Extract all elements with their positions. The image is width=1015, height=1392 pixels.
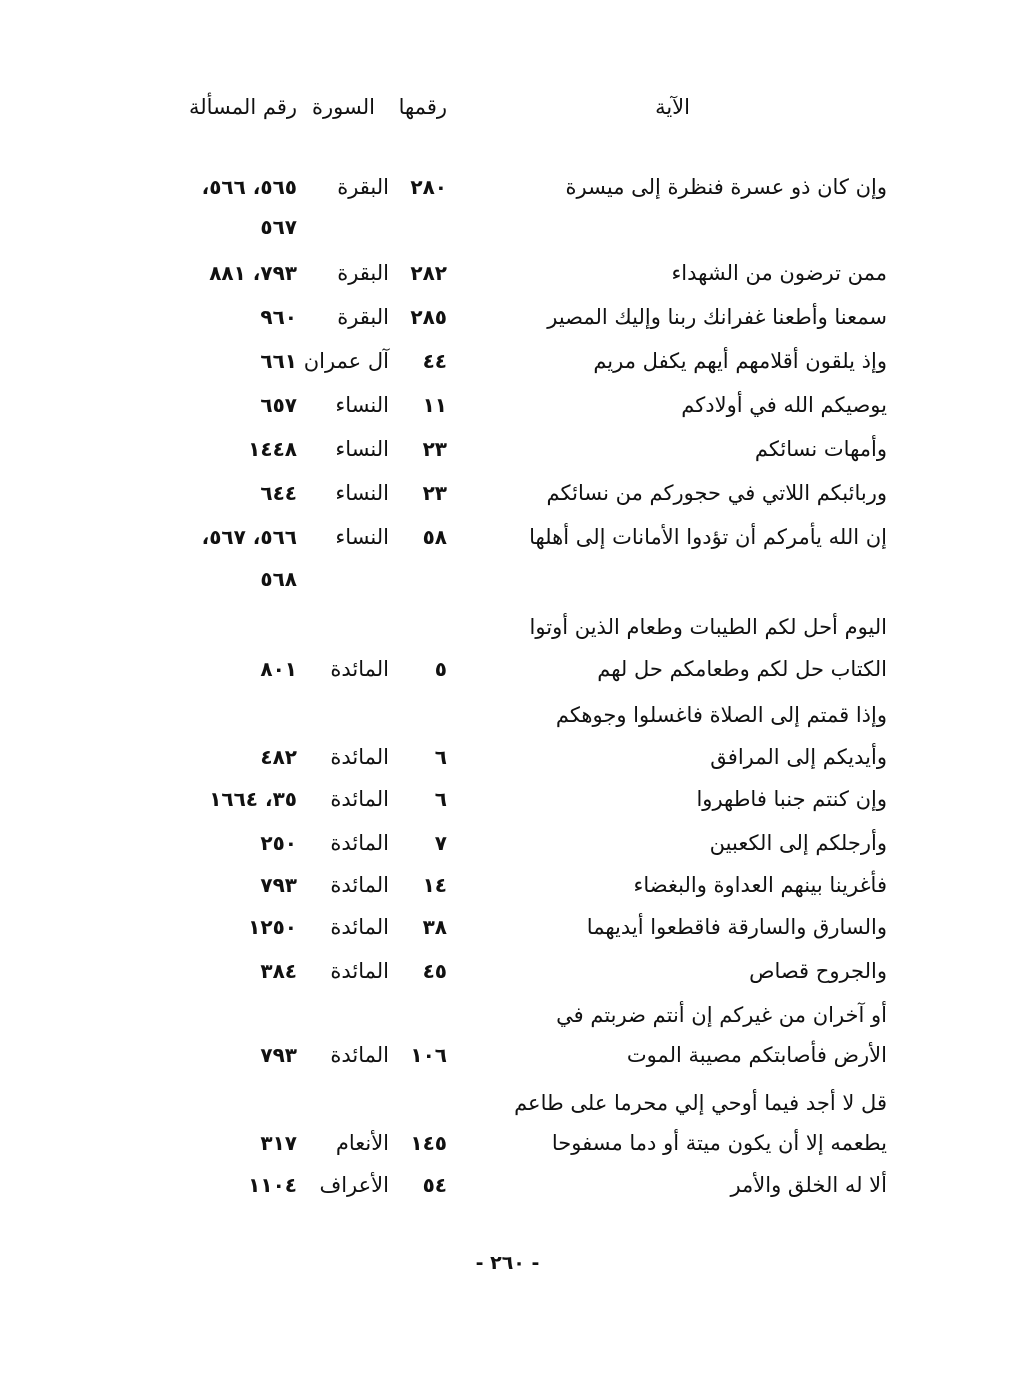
verse-text: يوصيكم الله في أولادكم <box>681 393 887 417</box>
masala-numbers: ١١٠٤ <box>248 1173 297 1197</box>
verse-text: ألا له الخلق والأمر <box>730 1173 887 1197</box>
surah-name: المائدة <box>330 745 389 769</box>
masala-numbers: ٤٨٢ <box>260 745 297 769</box>
surah-name: المائدة <box>330 831 389 855</box>
ayah-number: ٣٨ <box>422 915 447 939</box>
masala-numbers: ٥٦٦، ٥٦٧، <box>201 525 297 549</box>
masala-numbers: ٦٤٤ <box>260 481 297 505</box>
ayah-number: ٤٥ <box>422 959 447 983</box>
header-masala-number: رقم المسألة <box>189 95 297 119</box>
surah-name: المائدة <box>330 873 389 897</box>
surah-name: البقرة <box>337 175 389 199</box>
surah-name: الأعراف <box>319 1173 389 1197</box>
page-number: - ٢٦٠ - <box>475 1252 540 1274</box>
verse-text: أو آخران من غيركم إن أنتم ضربتم في <box>556 1003 887 1027</box>
ayah-number: ٢٨٠ <box>410 175 447 199</box>
verse-text: وأمهات نسائكم <box>754 437 887 461</box>
surah-name: النساء <box>335 393 389 417</box>
surah-name: النساء <box>335 481 389 505</box>
ayah-number: ٤٤ <box>422 349 447 373</box>
masala-numbers: ٣٨٤ <box>260 959 297 983</box>
masala-numbers: ٧٩٣ <box>260 1043 297 1067</box>
masala-numbers: ١٢٥٠ <box>248 915 297 939</box>
verse-text: يطعمه إلا أن يكون ميتة أو دما مسفوحا <box>551 1131 887 1155</box>
surah-name: المائدة <box>330 1043 389 1067</box>
surah-name: النساء <box>335 525 389 549</box>
ayah-number: ١١ <box>422 393 447 417</box>
masala-numbers: ٥٦٨ <box>260 567 297 591</box>
masala-numbers: ٣١٧ <box>260 1131 297 1155</box>
verse-text: الأرض فأصابتكم مصيبة الموت <box>626 1043 887 1067</box>
ayah-number: ٦ <box>434 745 447 769</box>
masala-numbers: ٦٥٧ <box>260 393 297 417</box>
ayah-number: ١٠٦ <box>410 1043 447 1067</box>
surah-name: آل عمران <box>303 349 389 373</box>
masala-numbers: ٢٥٠ <box>260 831 297 855</box>
header-surah: السورة <box>312 95 375 119</box>
verse-text: وإذ يلقون أقلامهم أيهم يكفل مريم <box>593 349 887 373</box>
verse-text: والجروح قصاص <box>749 959 887 983</box>
ayah-number: ٥٤ <box>422 1173 447 1197</box>
ayah-number: ٧ <box>434 831 447 855</box>
masala-numbers: ٨٠١ <box>260 657 297 681</box>
surah-name: المائدة <box>330 915 389 939</box>
verse-text: وإذا قمتم إلى الصلاة فاغسلوا وجوهكم <box>555 703 887 727</box>
surah-name: المائدة <box>330 959 389 983</box>
verse-text: والسارق والسارقة فاقطعوا أيديهما <box>586 915 887 939</box>
ayah-number: ١٤ <box>422 873 447 897</box>
surah-name: البقرة <box>337 261 389 285</box>
header-verse: الآية <box>655 95 690 119</box>
ayah-number: ٢٨٥ <box>410 305 447 329</box>
masala-numbers: ٥٦٧ <box>260 215 297 239</box>
ayah-number: ٢٨٢ <box>410 261 447 285</box>
verse-text: إن الله يأمركم أن تؤدوا الأمانات إلى أهلها <box>529 525 887 549</box>
masala-numbers: ٧٩٣، ٨٨١ <box>209 261 297 285</box>
surah-name: النساء <box>335 437 389 461</box>
verse-text: الكتاب حل لكم وطعامكم حل لهم <box>597 657 887 681</box>
verse-text: وربائبكم اللاتي في حجوركم من نسائكم <box>546 481 887 505</box>
verse-text: وإن كان ذو عسرة فنظرة إلى ميسرة <box>565 175 887 199</box>
surah-name: الأنعام <box>335 1131 389 1155</box>
ayah-number: ١٤٥ <box>410 1131 447 1155</box>
surah-name: البقرة <box>337 305 389 329</box>
masala-numbers: ٧٩٣ <box>260 873 297 897</box>
ayah-number: ٥ <box>434 657 447 681</box>
verse-text: وإن كنتم جنبا فاطهروا <box>696 787 887 811</box>
masala-numbers: ٣٥، ١٦٦٤ <box>209 787 297 811</box>
ayah-number: ٦ <box>434 787 447 811</box>
masala-numbers: ٦٦١ <box>260 349 297 373</box>
ayah-number: ٢٣ <box>422 481 447 505</box>
verse-text: قل لا أجد فيما أوحي إلي محرما على طاعم <box>514 1091 887 1115</box>
ayah-number: ٥٨ <box>422 525 447 549</box>
ayah-number: ٢٣ <box>422 437 447 461</box>
masala-numbers: ١٤٤٨ <box>248 437 297 461</box>
masala-numbers: ٥٦٥، ٥٦٦، <box>201 175 297 199</box>
surah-name: المائدة <box>330 787 389 811</box>
verse-text: فأغرينا بينهم العداوة والبغضاء <box>633 873 887 897</box>
verse-text: سمعنا وأطعنا غفرانك ربنا وإليك المصير <box>547 305 887 329</box>
surah-name: المائدة <box>330 657 389 681</box>
verse-text: اليوم أحل لكم الطيبات وطعام الذين أوتوا <box>529 615 887 639</box>
header-ayah-number: رقمها <box>398 95 447 119</box>
masala-numbers: ٩٦٠ <box>260 305 297 329</box>
verse-text: وأيديكم إلى المرافق <box>710 745 887 769</box>
verse-text: وأرجلكم إلى الكعبين <box>709 831 887 855</box>
verse-text: ممن ترضون من الشهداء <box>671 261 887 285</box>
